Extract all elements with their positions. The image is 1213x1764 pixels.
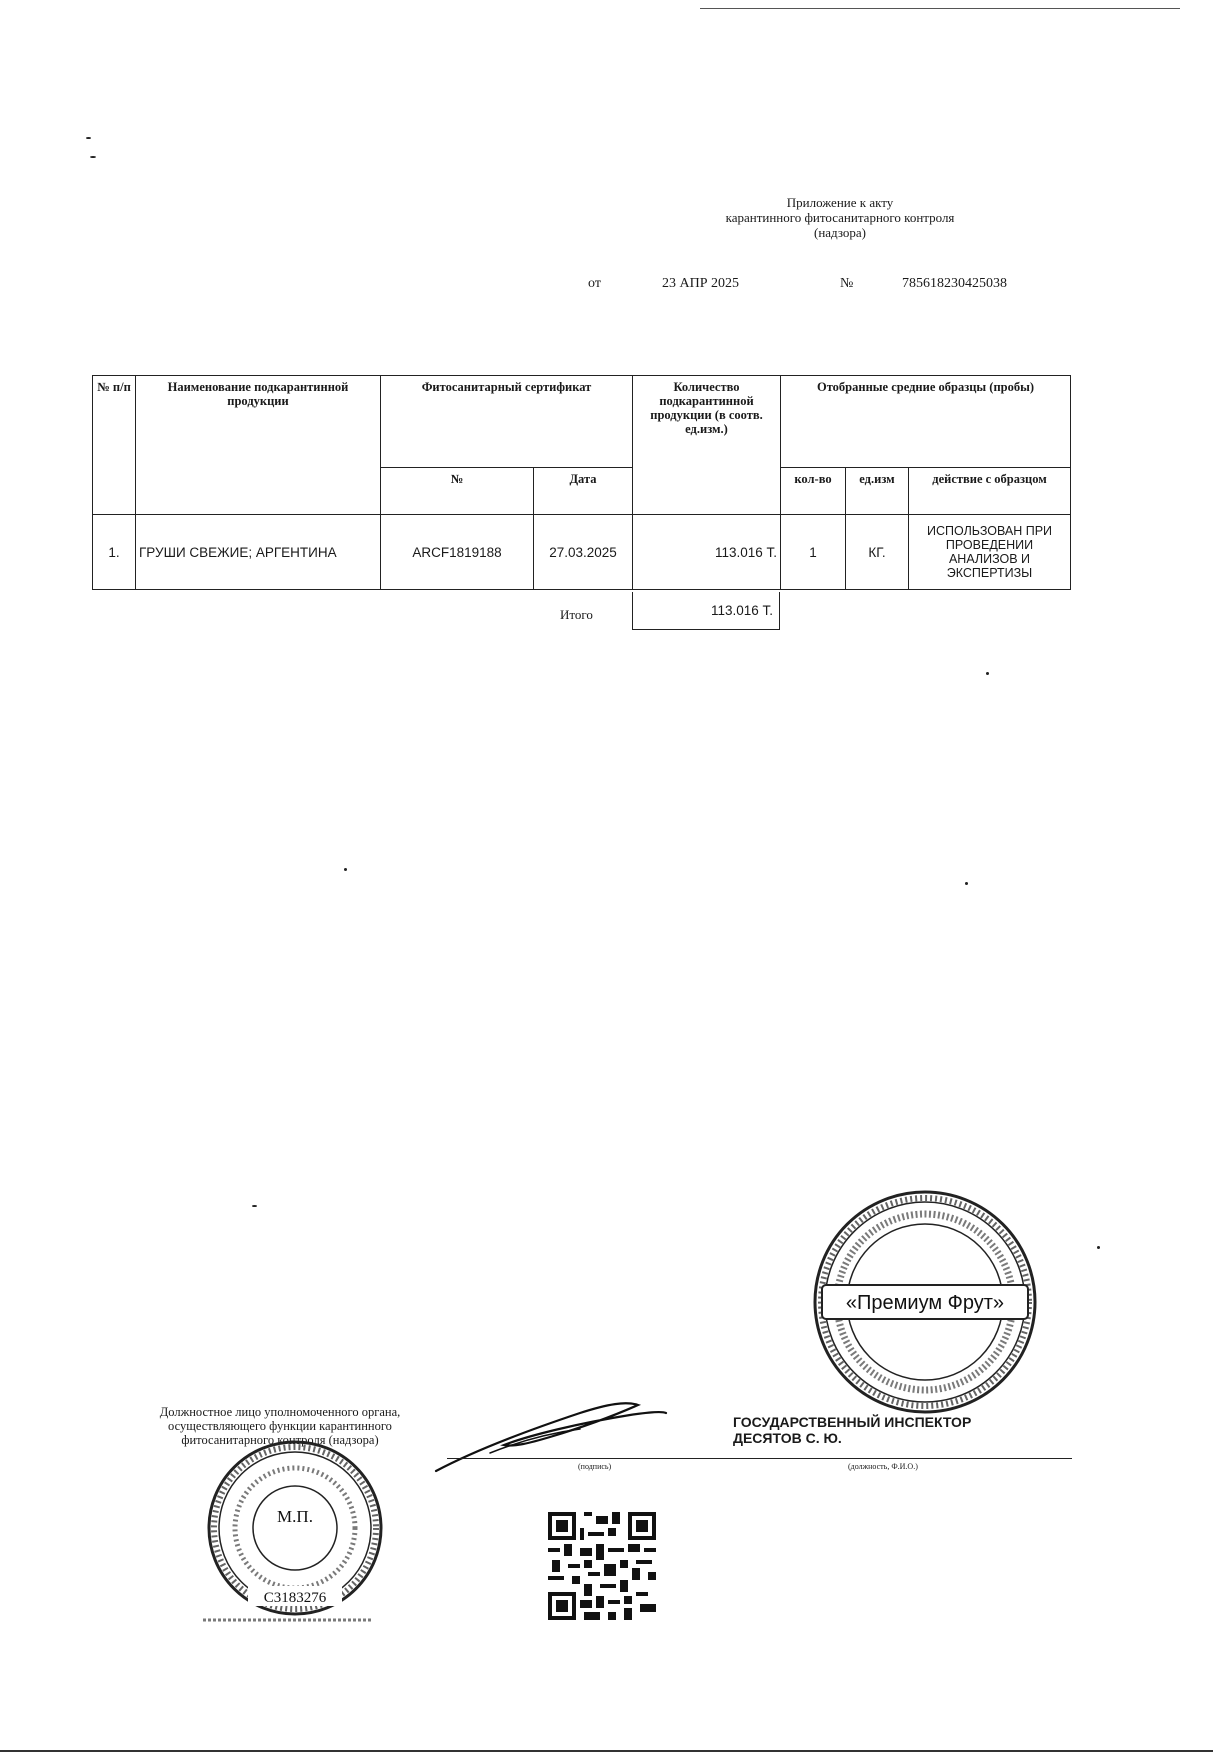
row-cert-date: 27.03.2025 — [534, 515, 633, 590]
scan-speck — [965, 882, 968, 885]
handwritten-signature — [430, 1395, 670, 1475]
act-date: 23 АПР 2025 — [662, 276, 740, 291]
header-samples: Отобранные средние образцы (пробы) — [781, 376, 1071, 468]
official-line3: фитосанитарного контроля (надзора) — [181, 1433, 379, 1447]
header-cert-number: № — [381, 468, 534, 515]
seal-center-text: М.П. — [277, 1507, 313, 1526]
header-quantity: Количество подкарантинной продукции (в соотв. ед.изм.) — [633, 376, 781, 515]
scan-speck — [252, 1205, 257, 1207]
scan-speck — [86, 137, 91, 139]
scan-speck — [344, 868, 347, 871]
row-sample-action: ИСПОЛЬЗОВАН ПРИ ПРОВЕДЕНИИ АНАЛИЗОВ И ЭКСПЕРТИЗЫ — [909, 515, 1071, 590]
scan-speck — [986, 672, 989, 675]
scan-speck — [1097, 1246, 1100, 1249]
row-quantity: 113.016 Т. — [633, 515, 781, 590]
row-sample-qty: 1 — [781, 515, 846, 590]
header-cert-date: Дата — [534, 468, 633, 515]
header-product: Наименование подкарантинной продукции — [136, 376, 381, 515]
position-caption: (должность, Ф.И.О.) — [848, 1462, 918, 1471]
company-stamp-text: «Премиум Фрут» — [845, 1292, 1005, 1314]
qr-code — [548, 1512, 656, 1620]
official-line2: осуществляющего функции карантинного — [168, 1419, 392, 1433]
from-label: от — [588, 276, 601, 291]
seal-number-text: С3183276 — [263, 1590, 327, 1606]
samples-table — [92, 375, 1071, 590]
signature-line — [447, 1458, 1072, 1459]
row-product: ГРУШИ СВЕЖИЕ; АРГЕНТИНА — [136, 515, 381, 590]
appendix-line2: карантинного фитосанитарного контроля — [725, 210, 955, 225]
row-cert-number: ARCF1819188 — [381, 515, 534, 590]
signature-caption: (подпись) — [578, 1462, 612, 1471]
number-label: № — [840, 276, 854, 291]
inspector-name: ДЕСЯТОВ С. Ю. — [733, 1430, 842, 1446]
scan-top-edge — [700, 8, 1180, 9]
inspector-block — [733, 1414, 971, 1446]
scan-speck — [90, 156, 96, 158]
header-sample-action: действие с образцом — [909, 468, 1071, 515]
appendix-line3: (надзора) — [814, 225, 866, 240]
appendix-heading — [650, 195, 1030, 240]
appendix-line1: Приложение к акту — [786, 195, 894, 210]
official-round-seal — [183, 1440, 413, 1630]
table-row — [93, 515, 1071, 590]
header-sample-qty: кол-во — [781, 468, 846, 515]
act-number: 785618230425038 — [902, 276, 1007, 291]
company-round-stamp — [808, 1185, 1042, 1419]
total-label: Итого — [560, 607, 593, 622]
row-num: 1. — [93, 515, 136, 590]
row-sample-unit: КГ. — [846, 515, 909, 590]
header-num: № п/п — [93, 376, 136, 515]
official-line1: Должностное лицо уполномоченного органа, — [159, 1405, 401, 1419]
header-certificate: Фитосанитарный сертификат — [381, 376, 633, 468]
header-sample-unit: ед.изм — [846, 468, 909, 515]
total-value: 113.016 Т. — [632, 592, 780, 630]
inspector-title: ГОСУДАРСТВЕННЫЙ ИНСПЕКТОР — [733, 1414, 972, 1430]
scan-bottom-edge — [0, 1750, 1213, 1752]
